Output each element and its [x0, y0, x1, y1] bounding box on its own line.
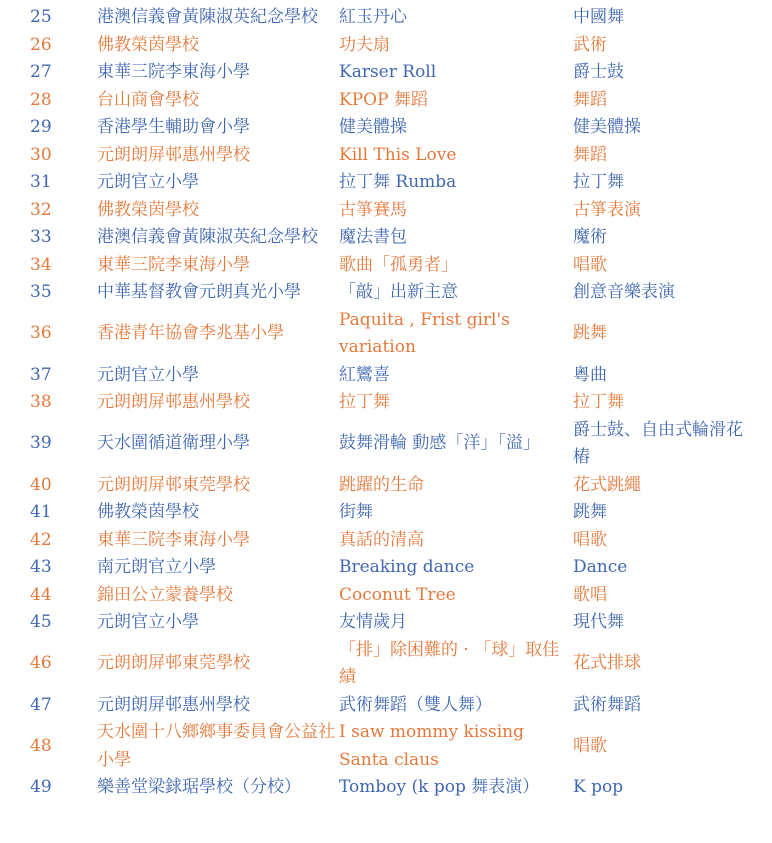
- performance-item: 拉丁舞 Rumba: [339, 172, 457, 192]
- table-row: [0, 417, 759, 472]
- table-row: [0, 472, 759, 500]
- row-number: 38: [30, 392, 52, 412]
- row-number: 47: [30, 694, 52, 715]
- school-name: 元朗朗屏邨惠州學校: [97, 144, 250, 165]
- table-row: [0, 114, 759, 142]
- row-number: 35: [30, 282, 52, 302]
- performance-type: 花式跳繩: [573, 474, 641, 495]
- row-number: 27: [30, 62, 52, 82]
- table-row: [0, 719, 759, 774]
- performance-item: Coconut Tree: [339, 584, 456, 605]
- performance-type: Dance: [573, 557, 628, 577]
- row-number: 29: [30, 117, 52, 137]
- row-number: 25: [30, 7, 52, 27]
- row-number: 30: [30, 144, 52, 165]
- school-name: 樂善堂梁銶琚學校（分校）: [97, 777, 301, 797]
- school-name: 東華三院李東海小學: [97, 529, 250, 550]
- table-row: [0, 692, 759, 720]
- performance-item: KPOP 舞蹈: [339, 89, 428, 110]
- performance-type: K pop: [573, 777, 624, 797]
- row-number: 28: [30, 89, 52, 110]
- table-row: [0, 279, 759, 307]
- school-name: 天水圍十八鄉鄉事委員會公益社小學: [97, 722, 335, 770]
- table-row: [0, 59, 759, 87]
- table-row: [0, 224, 759, 252]
- row-number: 46: [30, 653, 52, 674]
- performance-item: 魔法書包: [339, 227, 407, 247]
- row-number: 33: [30, 227, 52, 247]
- table-row: [0, 774, 759, 802]
- table-row: [0, 169, 759, 197]
- table-row: [0, 527, 759, 555]
- school-name: 南元朗官立小學: [97, 557, 216, 577]
- performance-item: 友情歲月: [339, 612, 407, 632]
- performance-item: 功夫扇: [339, 34, 390, 55]
- performance-type: 武術: [573, 34, 607, 55]
- performance-type: 跳舞: [573, 502, 607, 522]
- performance-item: 健美體操: [339, 117, 407, 137]
- row-number: 44: [30, 584, 52, 605]
- table-row: [0, 389, 759, 417]
- performance-type: 爵士鼓、自由式輪滑花樁: [573, 419, 743, 467]
- performance-type: 粵曲: [573, 364, 607, 385]
- school-name: 東華三院李東海小學: [97, 62, 250, 82]
- performance-item: Tomboy (k pop 舞表演）: [339, 777, 540, 797]
- performance-type: 中國舞: [573, 7, 624, 27]
- row-number: 36: [30, 323, 52, 344]
- row-number: 31: [30, 172, 52, 192]
- performance-type: 跳舞: [573, 323, 607, 344]
- table-row: [0, 32, 759, 60]
- performance-item: 拉丁舞: [339, 392, 390, 412]
- table-row: [0, 362, 759, 390]
- performance-item: 街舞: [339, 502, 373, 522]
- performance-item: 鼓舞滑輪 動感「洋」「溢」: [339, 433, 540, 454]
- school-name: 佛教榮茵學校: [97, 502, 199, 522]
- school-name: 台山商會學校: [97, 89, 199, 110]
- performance-item: 真話的清高: [339, 529, 424, 550]
- performance-item: 武術舞蹈（雙人舞）: [339, 694, 492, 715]
- school-name: 元朗官立小學: [97, 612, 199, 632]
- school-name: 東華三院李東海小學: [97, 254, 250, 275]
- school-name: 元朗官立小學: [97, 172, 199, 192]
- row-number: 40: [30, 474, 52, 495]
- row-number: 37: [30, 364, 52, 385]
- table-row: [0, 637, 759, 692]
- performance-item: 跳躍的生命: [339, 474, 424, 495]
- table-row: [0, 499, 759, 527]
- table-row: [0, 197, 759, 225]
- school-name: 佛教榮茵學校: [97, 34, 199, 55]
- school-name: 香港青年協會李兆基小學: [97, 323, 284, 344]
- performance-item: 歌曲「孤勇者」: [339, 254, 458, 275]
- table-row: [0, 87, 759, 115]
- row-number: 42: [30, 529, 52, 550]
- table-row: [0, 554, 759, 582]
- performance-type: 現代舞: [573, 612, 624, 632]
- table-row: [0, 252, 759, 280]
- performance-type: 創意音樂表演: [573, 282, 675, 302]
- school-name: 元朗官立小學: [97, 364, 199, 385]
- row-number: 43: [30, 557, 52, 577]
- performance-item: I saw mommy kissing Santa claus: [339, 722, 524, 770]
- row-number: 45: [30, 612, 52, 632]
- table-body: [0, 4, 759, 802]
- performance-type: 舞蹈: [573, 144, 607, 165]
- performance-item: Paquita , Frist girl's variation: [339, 309, 510, 357]
- school-name: 元朗朗屏邨東莞學校: [97, 653, 250, 674]
- performance-type: 武術舞蹈: [573, 694, 641, 715]
- performance-type: 舞蹈: [573, 89, 607, 110]
- performance-item: 紅鸞喜: [339, 364, 390, 385]
- school-name: 港澳信義會黃陳淑英紀念學校: [97, 7, 318, 27]
- performance-type: 爵士鼓: [573, 62, 624, 82]
- school-name: 佛教榮茵學校: [97, 199, 199, 220]
- performance-type: 魔術: [573, 227, 607, 247]
- table-row: [0, 307, 759, 362]
- table-row: [0, 609, 759, 637]
- performance-table: [0, 4, 759, 802]
- school-name: 港澳信義會黃陳淑英紀念學校: [97, 227, 318, 247]
- school-name: 元朗朗屏邨惠州學校: [97, 392, 250, 412]
- row-number: 26: [30, 34, 52, 55]
- row-number: 48: [30, 735, 52, 756]
- school-name: 香港學生輔助會小學: [97, 117, 250, 137]
- performance-type: 唱歌: [573, 529, 607, 550]
- school-name: 元朗朗屏邨東莞學校: [97, 474, 250, 495]
- performance-item: Kill This Love: [339, 144, 457, 165]
- performance-item: 紅玉丹心: [339, 7, 407, 27]
- row-number: 41: [30, 502, 52, 522]
- performance-type: 唱歌: [573, 254, 607, 275]
- performance-item: Karser Roll: [339, 62, 437, 82]
- school-name: 元朗朗屏邨惠州學校: [97, 694, 250, 715]
- performance-item: 「敲」出新主意: [339, 282, 458, 302]
- row-number: 32: [30, 199, 52, 220]
- table-row: [0, 142, 759, 170]
- performance-type: 健美體操: [573, 117, 641, 137]
- table-row: [0, 4, 759, 32]
- performance-type: 唱歌: [573, 735, 607, 756]
- performance-item: Breaking dance: [339, 557, 475, 577]
- school-name: 錦田公立蒙養學校: [97, 584, 233, 605]
- school-name: 中華基督教會元朗真光小學: [97, 282, 301, 302]
- row-number: 39: [30, 433, 52, 454]
- row-number: 49: [30, 777, 52, 797]
- performance-type: 歌唱: [573, 584, 607, 605]
- table-row: [0, 582, 759, 610]
- performance-type: 古箏表演: [573, 199, 641, 220]
- performance-type: 拉丁舞: [573, 392, 624, 412]
- performance-type: 拉丁舞: [573, 172, 624, 192]
- performance-type: 花式排球: [573, 653, 641, 674]
- school-name: 天水圍循道衛理小學: [97, 433, 250, 454]
- performance-item: 古箏賽馬: [339, 199, 407, 220]
- performance-item: 「排」除困難的 · 「球」取佳績: [339, 639, 560, 687]
- row-number: 34: [30, 254, 52, 275]
